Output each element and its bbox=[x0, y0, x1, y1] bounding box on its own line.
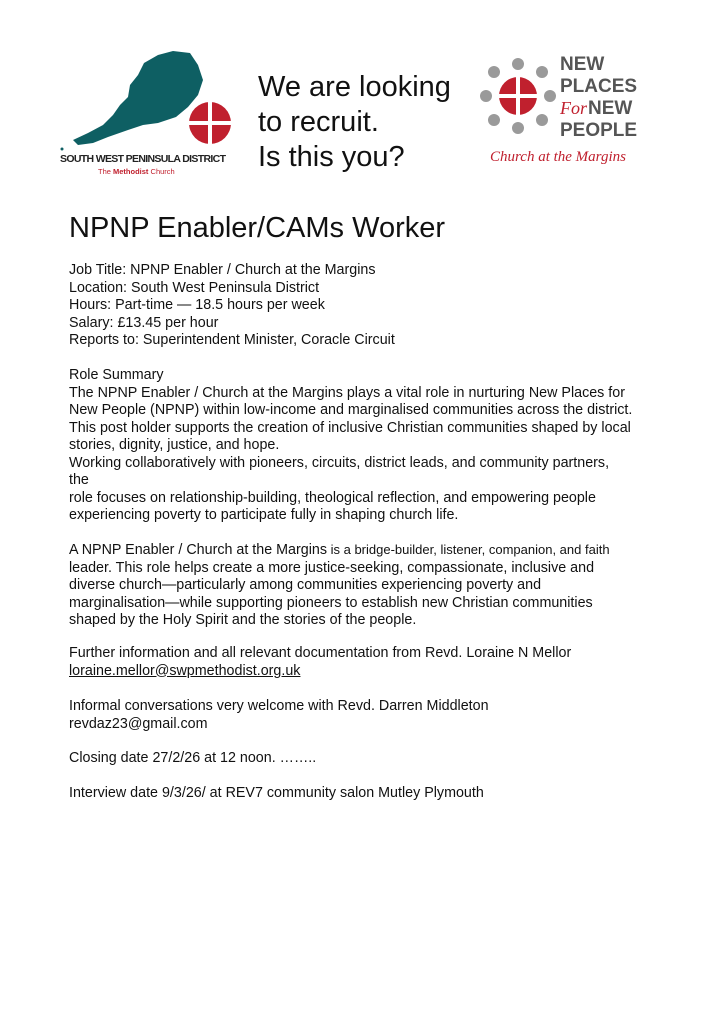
section-heading: Role Summary bbox=[69, 367, 164, 383]
svg-text:NEW: NEW bbox=[588, 98, 633, 119]
description-line: shaped by the Holy Spirit and the stories of the people. bbox=[69, 612, 417, 628]
role-description bbox=[69, 541, 610, 630]
svg-text:For: For bbox=[560, 98, 587, 118]
new-places-for-new-people-logo bbox=[468, 52, 658, 172]
summary-line: This post holder supports the creation of inclusive Christian communities shaped by local bbox=[69, 419, 631, 436]
informal-contact bbox=[69, 698, 489, 733]
description-lead-rest: is a bridge-builder, listener, companion, and faith bbox=[327, 542, 610, 557]
interview-date: Interview date 9/3/26/ at REV7 community salon Mutley Plymouth bbox=[69, 785, 484, 801]
description-lead: A NPNP Enabler / Church at the Margins bbox=[69, 542, 327, 558]
summary-line: the bbox=[69, 472, 89, 488]
headline-line: to recruit. bbox=[258, 106, 379, 138]
headline bbox=[258, 70, 451, 175]
description-line: diverse church—particularly among communities experiencing poverty and bbox=[69, 577, 542, 593]
summary-line: The NPNP Enabler / Church at the Margins plays a vital role in nurturing New Places for bbox=[69, 384, 625, 401]
headline-line: Is this you? bbox=[258, 141, 405, 173]
summary-line: stories, dignity, justice, and hope. bbox=[69, 437, 280, 453]
middleton-email: revdaz23@gmail.com bbox=[69, 715, 208, 732]
description-line: leader. This role helps create a more justice-seeking, compassionate, inclusive and bbox=[69, 559, 595, 576]
south-west-peninsula-district-logo bbox=[58, 45, 233, 180]
role-summary bbox=[69, 367, 632, 525]
detail-line: Job Title: NPNP Enabler / Church at the Margins bbox=[69, 262, 376, 278]
svg-text:Church at the Margins: Church at the Margins bbox=[490, 149, 626, 165]
informal-text: Informal conversations very welcome with Revd. Darren Middleton bbox=[69, 698, 489, 714]
page-title: NPNP Enabler/CAMs Worker bbox=[69, 212, 446, 244]
closing-date: Closing date 27/2/26 at 12 noon. …….. bbox=[69, 750, 317, 766]
detail-line: Reports to: Superintendent Minister, Coracle Circuit bbox=[69, 332, 395, 348]
summary-line: role focuses on relationship-building, theological reflection, and empowering people bbox=[69, 489, 596, 506]
headline-line: We are looking bbox=[258, 71, 451, 103]
summary-line: Working collaboratively with pioneers, circuits, district leads, and community partners, bbox=[69, 454, 610, 471]
detail-line: Hours: Part-time — 18.5 hours per week bbox=[69, 297, 325, 313]
svg-text:PLACES: PLACES bbox=[560, 76, 638, 97]
mellor-email-link[interactable]: loraine.mellor@swpmethodist.org.uk bbox=[69, 662, 301, 679]
summary-line: New People (NPNP) within low-income and marginalised communities across the district. bbox=[69, 402, 633, 418]
svg-text:PEOPLE: PEOPLE bbox=[560, 120, 638, 141]
svg-text:NEW: NEW bbox=[560, 54, 605, 75]
detail-line: Location: South West Peninsula District bbox=[69, 279, 320, 296]
detail-line: Salary: £13.45 per hour bbox=[69, 314, 219, 331]
further-info-text: Further information and all relevant documentation from Revd. Loraine N Mellor bbox=[69, 645, 572, 661]
further-info bbox=[69, 645, 571, 680]
svg-text:SOUTH WEST PENINSULA DISTRICT: SOUTH WEST PENINSULA DISTRICT bbox=[60, 153, 226, 165]
svg-text:The Methodist Church: The Methodist Church bbox=[98, 167, 175, 176]
description-line: marginalisation—while supporting pioneers to establish new Christian communities bbox=[69, 594, 593, 611]
summary-line: experiencing poverty to participate fully in shaping church life. bbox=[69, 507, 459, 523]
job-details bbox=[69, 262, 395, 350]
